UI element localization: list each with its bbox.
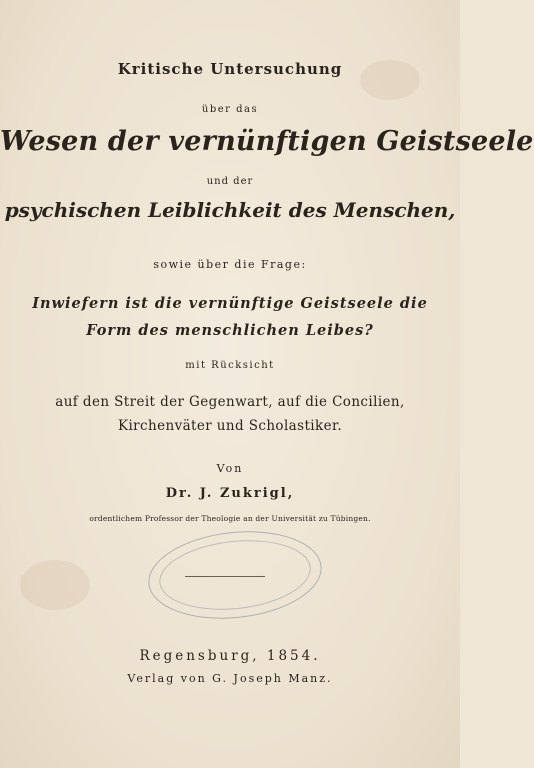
library-stamp bbox=[144, 523, 326, 627]
publisher: Verlag von G. Joseph Manz. bbox=[127, 672, 333, 685]
author-position: ordentlichem Professor der Theologie an der Universität zu Tübingen. bbox=[89, 514, 371, 523]
author-name: Dr. J. Zukrigl, bbox=[165, 486, 295, 501]
divider-rule bbox=[185, 576, 265, 577]
place-year: Regensburg, 1854. bbox=[139, 648, 321, 664]
byline-von: Von bbox=[216, 462, 244, 475]
library-stamp-inner-ring bbox=[156, 533, 314, 617]
paper-stain bbox=[20, 560, 90, 610]
question-intro: sowie über die Frage: bbox=[153, 258, 307, 271]
question-line-1: Inwiefern ist die vernünftige Geistseele die bbox=[32, 295, 428, 312]
main-title: Wesen der vernünftigen Geistseele bbox=[0, 126, 534, 157]
regard-line: mit Rücksicht bbox=[185, 360, 275, 371]
scope-line-2: Kirchenväter und Scholastiker. bbox=[117, 418, 343, 434]
title-line-2: über das bbox=[201, 104, 259, 115]
title-line-4: und der bbox=[206, 176, 254, 187]
scope-line-1: auf den Streit der Gegenwart, auf die Concilien, bbox=[55, 394, 405, 410]
subtitle: psychischen Leiblichkeit des Menschen, bbox=[4, 198, 456, 222]
question-line-2: Form des menschlichen Leibes? bbox=[86, 322, 374, 339]
title-line-1: Kritische Untersuchung bbox=[117, 60, 343, 78]
